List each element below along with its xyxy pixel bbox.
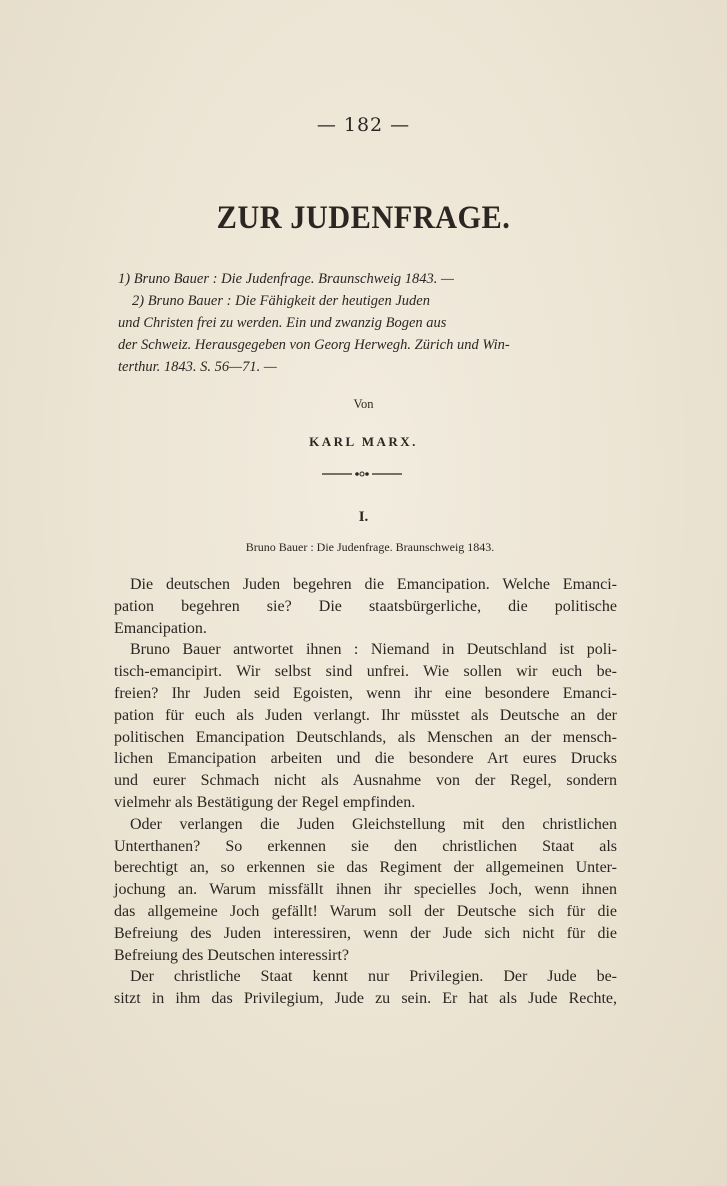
reference-line: und Christen frei zu werden. Ein und zwanzig Bogen aus bbox=[118, 315, 447, 331]
text-line: Emancipation. bbox=[114, 619, 207, 637]
body-text bbox=[114, 574, 617, 1010]
text-line: und eurer Schmach nicht als Ausnahme von der Regel, sondern bbox=[114, 772, 617, 790]
text-line: pation begehren sie? Die staatsbürgerliche, die politische bbox=[114, 597, 617, 615]
ornament-divider-icon bbox=[322, 468, 402, 480]
text-line: Der christliche Staat kennt nur Privilegien. Der Jude be- bbox=[130, 968, 617, 986]
reference-line: 1) Bruno Bauer : Die Judenfrage. Braunschweig 1843. — bbox=[118, 271, 454, 287]
text-line: sitzt in ihm das Privilegium, Jude zu sein. Er hat als Jude Rechte, bbox=[114, 990, 617, 1008]
page-number: — 182 — bbox=[316, 114, 411, 136]
text-line: jochung an. Warum missfällt ihnen ihr specielles Joch, wenn ihnen bbox=[114, 881, 617, 899]
text-line: Unterthanen? So erkennen sie den christlichen Staat als bbox=[114, 837, 617, 855]
reference-line: der Schweiz. Herausgegeben von Georg Herwegh. Zürich und Win- bbox=[118, 337, 510, 353]
text-line: das allgemeine Joch gefällt! Warum soll der Deutsche sich für die bbox=[114, 902, 617, 920]
text-line: Die deutschen Juden begehren die Emancipation. Welche Emanci- bbox=[130, 576, 617, 593]
text-line: Bruno Bauer antwortet ihnen : Niemand in Deutschland ist poli- bbox=[130, 641, 617, 659]
section-subtitle: Bruno Bauer : Die Judenfrage. Braunschweig 1843. bbox=[245, 540, 495, 554]
text-line: tisch-emancipirt. Wir selbst sind unfrei. Wie sollen wir euch be- bbox=[114, 663, 617, 681]
article-title: ZUR JUDENFRAGE. bbox=[216, 200, 511, 236]
text-line: vielmehr als Bestätigung der Regel empfinden. bbox=[114, 793, 416, 811]
text-line: berechtigt an, so erkennen sie das Regiment der allgemeinen Unter- bbox=[114, 859, 617, 877]
bibliographic-references bbox=[118, 268, 618, 378]
section-number: I. bbox=[358, 509, 369, 525]
author-name: KARL MARX. bbox=[309, 434, 418, 449]
reference-line: 2) Bruno Bauer : Die Fähigkeit der heutigen Juden bbox=[132, 293, 430, 309]
text-line: freien? Ihr Juden seid Egoisten, wenn ihr eine besondere Emanci- bbox=[114, 684, 617, 702]
text-line: Befreiung des Juden interessiren, wenn der Jude sich nicht für die bbox=[114, 924, 617, 942]
text-line: politischen Emancipation Deutschlands, als Menschen an der mensch- bbox=[114, 728, 617, 746]
text-line: pation für euch als Juden verlangt. Ihr müsstet als Deutsche an der bbox=[114, 706, 617, 724]
text-line: Oder verlangen die Juden Gleichstellung mit den christlichen bbox=[130, 815, 617, 833]
text-line: lichen Emancipation arbeiten und die besondere Art eures Drucks bbox=[114, 750, 617, 768]
reference-line: terthur. 1843. S. 56—71. — bbox=[118, 359, 277, 375]
byline-von: Von bbox=[353, 397, 374, 411]
text-line: Befreiung des Deutschen interessirt? bbox=[114, 946, 350, 964]
